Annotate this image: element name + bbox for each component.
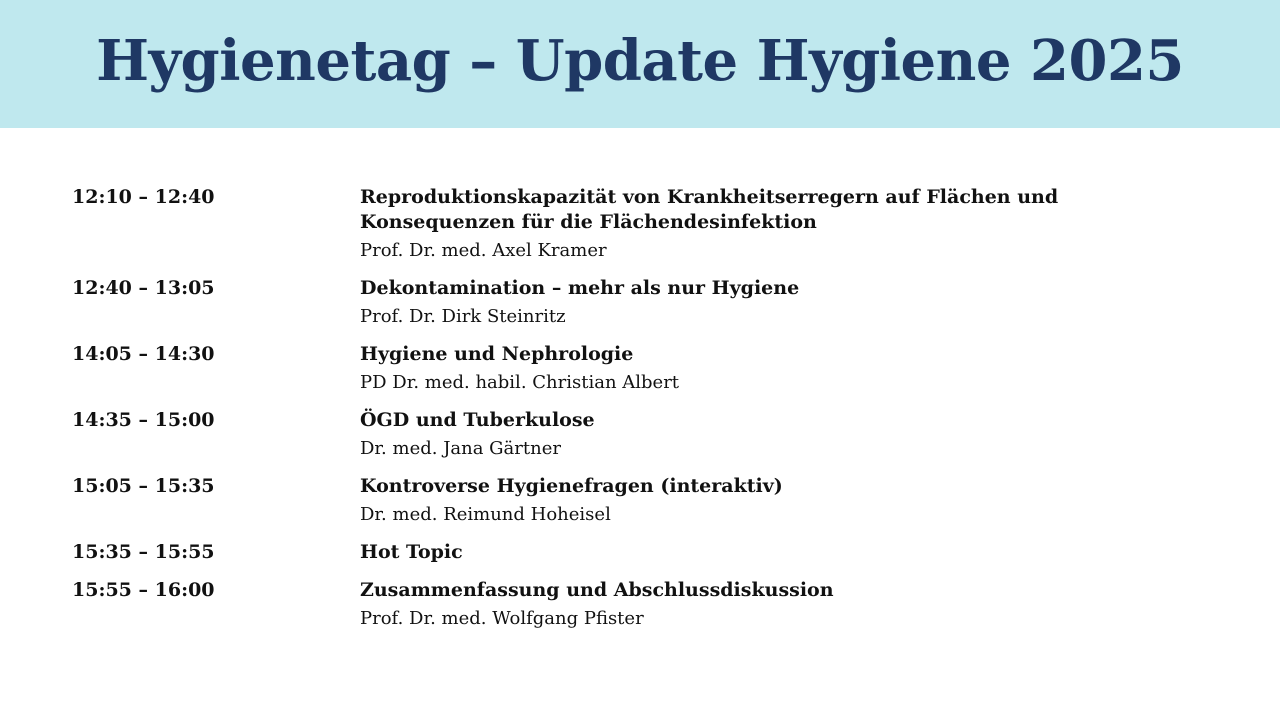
agenda-list — [72, 185, 1212, 644]
agenda-row — [72, 185, 1212, 263]
agenda-row — [72, 474, 1212, 527]
agenda-time: 14:05 – 14:30 — [72, 343, 215, 365]
agenda-topic: Reproduktionskapazität von Krankheitserregern auf Flächen und Konsequenzen für die Flächendesinfektion — [360, 186, 1059, 233]
agenda-topic: ÖGD und Tuberkulose — [360, 409, 595, 431]
agenda-details — [360, 540, 1100, 565]
agenda-time: 12:10 – 12:40 — [72, 186, 215, 208]
agenda-time: 15:55 – 16:00 — [72, 579, 215, 601]
agenda-details — [360, 474, 1100, 527]
agenda-speaker: PD Dr. med. habil. Christian Albert — [360, 372, 680, 393]
agenda-details — [360, 578, 1100, 631]
agenda-speaker: Dr. med. Reimund Hoheisel — [360, 504, 611, 525]
title-banner — [0, 0, 1280, 128]
agenda-details — [360, 342, 1100, 395]
agenda-topic: Zusammenfassung und Abschlussdiskussion — [360, 579, 834, 601]
agenda-details — [360, 276, 1100, 329]
agenda-details — [360, 185, 1100, 263]
agenda-topic: Dekontamination – mehr als nur Hygiene — [360, 277, 800, 299]
agenda-row — [72, 342, 1212, 395]
agenda-speaker: Prof. Dr. Dirk Steinritz — [360, 306, 566, 327]
agenda-time: 14:35 – 15:00 — [72, 409, 215, 431]
agenda-row — [72, 276, 1212, 329]
page-title: Hygienetag – Update Hygiene 2025 — [96, 28, 1184, 94]
agenda-row — [72, 540, 1212, 565]
agenda-time: 15:35 – 15:55 — [72, 541, 215, 563]
agenda-speaker: Prof. Dr. med. Axel Kramer — [360, 240, 607, 261]
agenda-time: 15:05 – 15:35 — [72, 475, 215, 497]
agenda-row — [72, 408, 1212, 461]
agenda-topic: Kontroverse Hygienefragen (interaktiv) — [360, 475, 783, 497]
agenda-details — [360, 408, 1100, 461]
agenda-speaker: Prof. Dr. med. Wolfgang Pfister — [360, 608, 644, 629]
agenda-topic: Hygiene und Nephrologie — [360, 343, 634, 365]
agenda-row — [72, 578, 1212, 631]
agenda-topic: Hot Topic — [360, 541, 463, 563]
agenda-speaker: Dr. med. Jana Gärtner — [360, 438, 561, 459]
agenda-time: 12:40 – 13:05 — [72, 277, 215, 299]
